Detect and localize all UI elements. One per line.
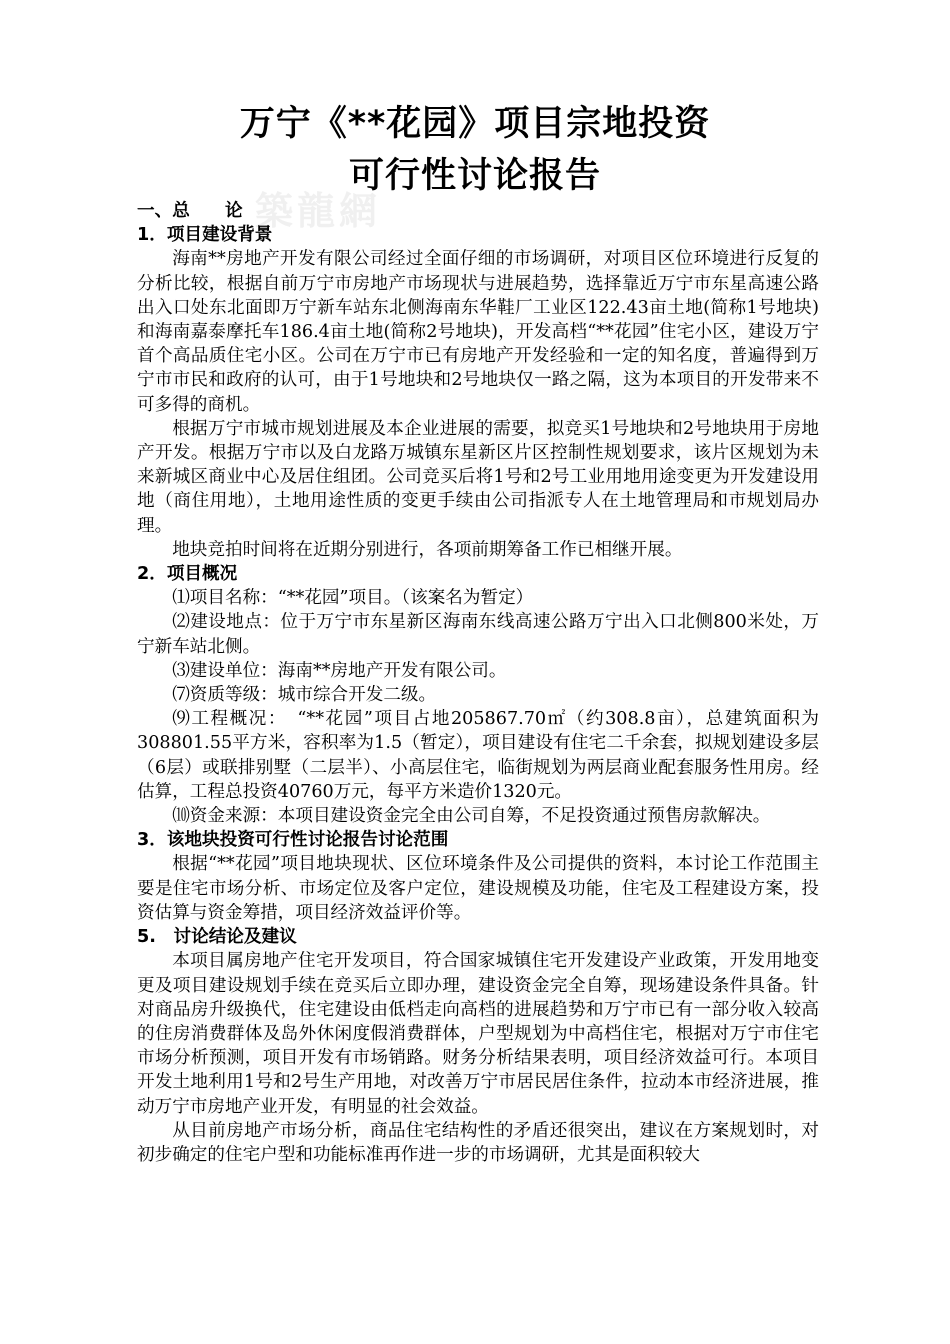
body-paragraph: 本项目属房地产住宅开发项目，符合国家城镇住宅开发建设产业政策，开发用地变更及项目建设规划手续在竞买后立即办理，建设资金完全自筹，现场建设条件具备。针对商品房升级换代，住宅建设由低档走向高档的进展趋势和万宁市已有一部分收入较高的住房消费群体及岛外休闲度假消费群体，户型规划为中高档住宅，根据对万宁市住宅市场分析预测，项目开发有市场销路。财务分析结果表明，项目经济效益可行。本项目开发土地利用1号和2号生产用地，对改善万宁市居民居住条件，拉动本市经济进展，推动万宁市房地产业开发，有明显的社会效益。 <box>137 951 819 1117</box>
overview-item: ⑶建设单位：海南**房地产开发有限公司。 <box>172 660 507 681</box>
document-body <box>137 199 819 1167</box>
body-paragraph: 根据万宁市城市规划进展及本企业进展的需要，拟竞买1号地块和2号地块用于房地产开发。根据万宁市以及白龙路万城镇东星新区片区控制性规划要求，该片区规划为未来新城区商业中心及居住组团。公司竞买后将1号和2号工业用地用途变更为开发建设用地（商住用地），土地用途性质的变更手续由公司指派专人在土地管理局和市规划局办理。 <box>137 418 819 536</box>
overview-item: ⑺资质等级：城市综合开发二级。 <box>172 685 437 706</box>
body-paragraph: 根据“**花园”项目地块现状、区位环境条件及公司提供的资料，本讨论工作范围主要是住宅市场分析、市场定位及客户定位，建设规模及功能，住宅及工程建设方案，投资估算与资金筹措，项目经济效益评价等。 <box>137 854 819 923</box>
overview-item: ⑴项目名称：“**花园”项目。（该案名为暂定） <box>172 588 534 609</box>
section-heading: 5. 讨论结论及建议 <box>137 927 297 948</box>
overview-item: ⑽资金来源：本项目建设资金完全由公司自筹，不足投资通过预售房款解决。 <box>172 806 771 827</box>
body-paragraph: 从目前房地产市场分析，商品住宅结构性的矛盾还很突出，建议在方案规划时，对初步确定的住宅户型和功能标准再作进一步的市场调研，尤其是面积较大 <box>137 1120 819 1165</box>
document-title-line1: 万宁《**花园》项目宗地投资 <box>239 104 711 144</box>
section-heading: 2．项目概况 <box>137 564 238 585</box>
document-title-line2: 可行性讨论报告 <box>348 156 601 196</box>
section-heading: 一、总 论 <box>137 201 243 221</box>
section-heading: 3．该地块投资可行性讨论报告讨论范围 <box>137 830 449 851</box>
watermark-text: 築龍網 <box>255 188 382 233</box>
body-paragraph: 地块竞拍时间将在近期分别进行，各项前期筹备工作已相继开展。 <box>172 539 683 560</box>
section-heading: 1．项目建设背景 <box>137 225 273 246</box>
body-paragraph: 海南**房地产开发有限公司经过全面仔细的市场调研，对项目区位环境进行反复的分析比较，根据自前万宁市房地产市场现状与进展趋势，选择靠近万宁市东星高速公路出入口处东北面即万宁新车站东北侧海南东华鞋厂工业区122.43亩土地(简称1号地块)和海南嘉泰摩托车186.4亩土地(简称2号地块)，开发高档“**花园”住宅小区，建设万宁首个高品质住宅小区。公司在万宁市已有房地产开发经验和一定的知名度，普遍得到万宁市市民和政府的认可，由于1号地块和2号地块仅一路之隔，这为本项目的开发带来不可多得的商机。 <box>137 249 819 415</box>
overview-item: ⑼工程概况： “**花园”项目占地205867.70㎡（约308.8亩），总建筑面积为308801.55平方米，容积率为1.5（暂定），项目建设有住宅二千余套，拟规划建设多层（6层）或联排别墅（二层半）、小高层住宅，临街规划为两层商业配套服务性用房。经估算，工程总投资40760万元，每平方米造价1320元。 <box>137 709 819 802</box>
overview-item: ⑵建设地点：位于万宁市东星新区海南东线高速公路万宁出入口北侧800米处，万宁新车站北侧。 <box>137 612 819 657</box>
